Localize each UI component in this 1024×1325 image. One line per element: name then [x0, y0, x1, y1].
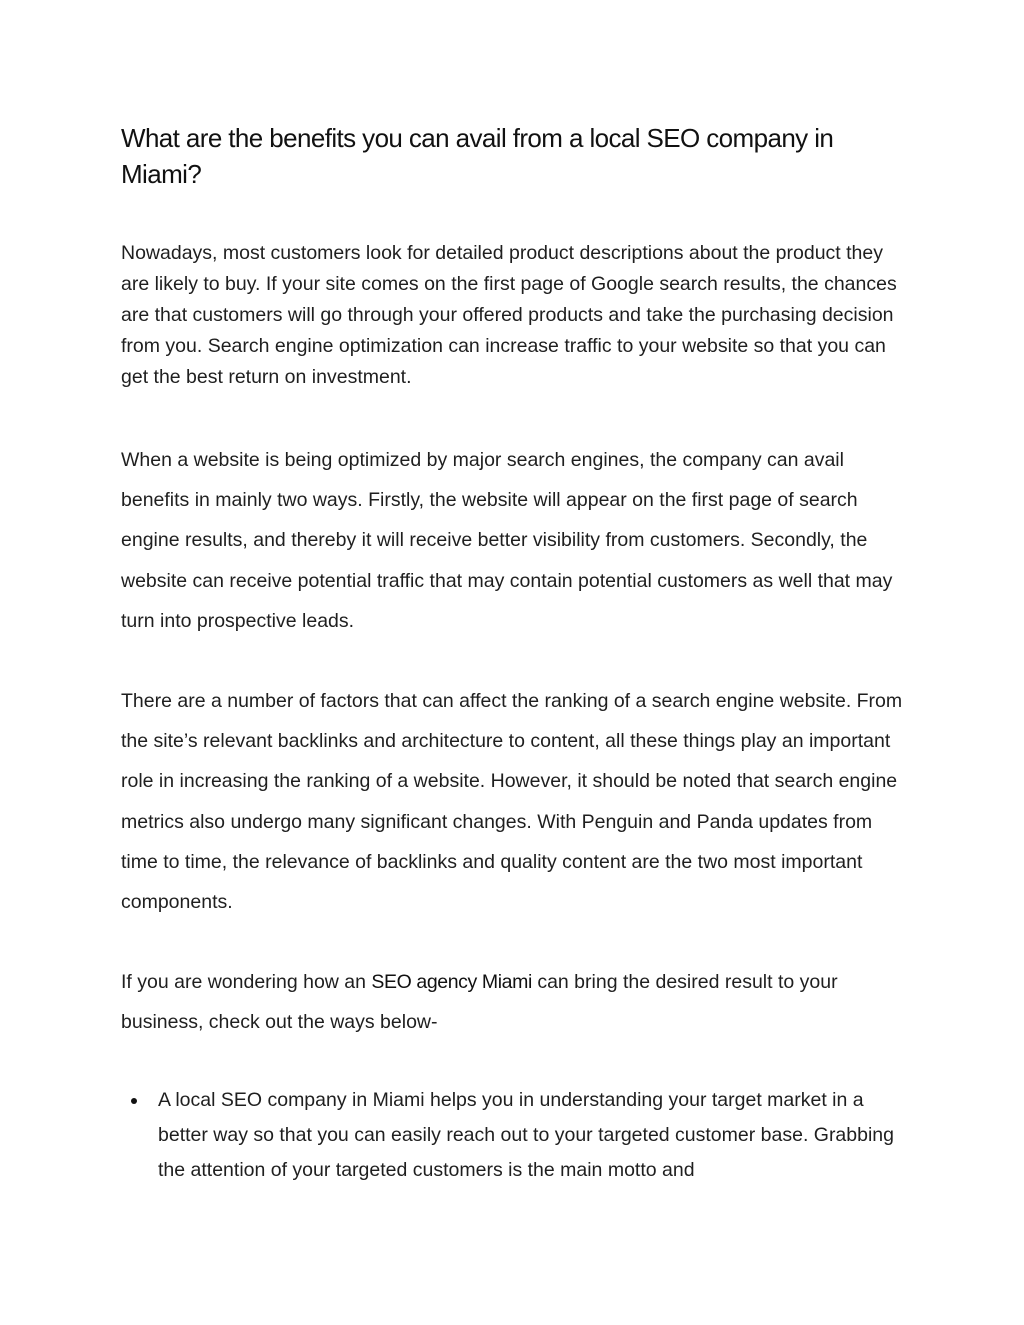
document-title: What are the benefits you can avail from a local SEO company in Miami? [121, 123, 834, 189]
paragraph-ranking-factors: There are a number of factors that can affect the ranking of a search engine website. From the site’s relevant backlinks and architecture to content, all these things play an important role in increasing the ranking of a website. However, it should be noted that search engine metrics also undergo many significant changes. With Penguin and Panda updates from time to time, the relevance of backlinks and quality content are the two most important components. [121, 690, 903, 914]
intro-text-after: can bring the desired result to your business, check out the ways below- [121, 971, 838, 1034]
benefits-list [121, 1083, 911, 1188]
list-item [121, 1083, 911, 1188]
paragraph-intro: Nowadays, most customers look for detailed product descriptions about the product they are likely to buy. If your site comes on the first page of Google search results, the chances are that customers will go through your offered products and take the purchasing decision from you. Search engine optimization can increase traffic to your website so that you can get the best return on investment. [121, 242, 897, 388]
intro-text-before: If you are wondering how an [121, 971, 372, 993]
document-page [121, 120, 911, 1181]
paragraph-optimization-benefits: When a website is being optimized by major search engines, the company can avail benefits in mainly two ways. Firstly, the website will appear on the first page of search engine results, and thereby it will receive better visibility from customers. Secondly, the website can receive potential traffic that may contain potential customers as well that may turn into prospective leads. [121, 449, 893, 632]
paragraph-seo-agency [121, 962, 911, 1042]
list-item-text: A local SEO company in Miami helps you in understanding your target market in a better way so that you can easily reach out to your targeted customer base. Grabbing the attention of your targeted customers is the main motto and [158, 1089, 894, 1181]
seo-agency-link[interactable]: SEO agency Miami [371, 971, 532, 993]
bullet-icon [131, 1098, 137, 1104]
